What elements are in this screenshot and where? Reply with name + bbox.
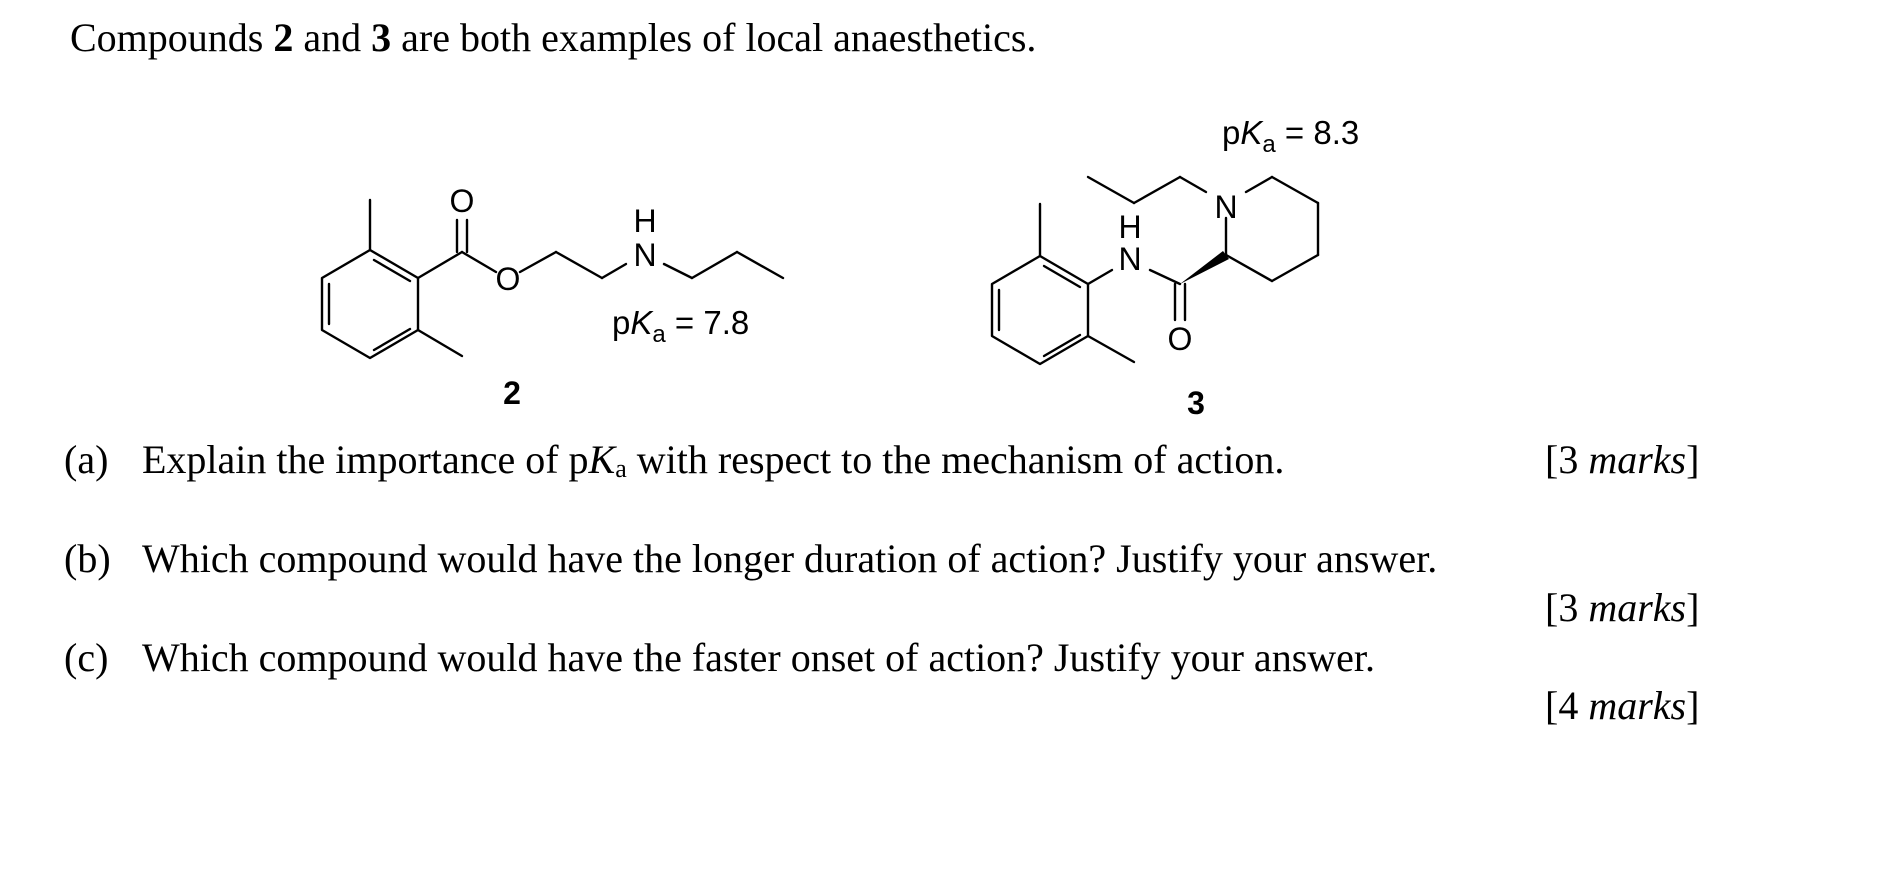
compound-3-number: 3 [1187,385,1205,421]
compound-3-amide-h: H [1118,209,1142,245]
compound-3-ring-n: N [1214,189,1238,225]
compound-2-amine-n: N [633,237,657,273]
compound-3-amide-n: N [1118,241,1142,277]
question-c-marks: [4 marks] [1545,683,1700,728]
question-c-letter: (c) [64,635,109,680]
compound-2-number: 2 [503,375,521,411]
compound-2-ester-o: O [495,261,521,297]
question-a: (a) Explain the importance of $pK_a$ with respect to the mechanism of action. [64,437,1285,483]
question-b: (b) Which compound would have the longer duration of action? Justify your answer. [64,536,1438,581]
intro-text: Compounds 2 and 3 are both examples of local anaesthetics. [70,15,1037,60]
compound-3-ref: 3 [371,15,392,60]
compound-2-amine-h: H [633,203,657,239]
compound-2-ref: 2 [273,15,294,60]
chemical-structures [0,0,1882,430]
wedge-bond [1180,251,1229,284]
question-a-letter: (a) [64,437,109,482]
question-c: (c) Which compound would have the faster onset of action? Justify your answer. [64,635,1376,680]
question-b-marks: [3 marks] [1545,585,1700,630]
question-b-letter: (b) [64,536,111,581]
compound-2-carbonyl-o: O [449,183,475,219]
compound-2-pka: $pK_a = 7.8$ [612,304,750,348]
compound-3-pka: $pK_a = 8.3$ [1222,114,1360,158]
compound-3-structure [992,177,1318,364]
compound-3-amide-o: O [1167,321,1193,357]
question-a-marks: [3 marks] [1545,437,1700,482]
